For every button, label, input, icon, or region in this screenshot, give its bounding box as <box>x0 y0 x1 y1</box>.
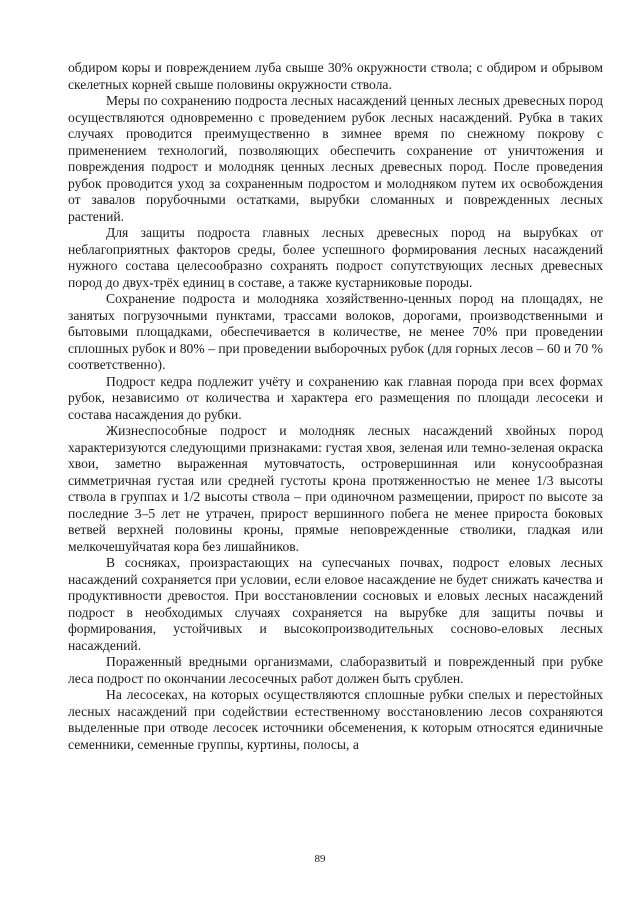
paragraph-1: обдиром коры и повреждением луба свыше 30% окружности ствола; с обдиром и обрывом скелетных корней свыше половины окружности ствола. <box>68 60 603 92</box>
paragraph-2: Меры по сохранению подроста лесных насаждений ценных лесных древесных пород осуществляются одновременно с проведением рубок лесных насаждений. Рубка в таких случаях проводится преимущественно в зимнее время по снежному покрову с применением технологий, позволяющих обеспечить сохранение от уничтожения и повреждения подрост и молодняк ценных лесных древесных пород. После проведения рубок проводится уход за сохраненным подростом и молодняком путем их освобождения от завалов порубочными остатками, вырубки сломанных и поврежденных лесных растений. <box>68 93 603 224</box>
page-number: 89 <box>314 853 326 865</box>
paragraph-6: Жизнеспособные подрост и молодняк лесных насаждений хвойных пород характеризуются следующими признаками: густая хвоя, зеленая или темно-зеленая окраска хвои, заметно выраженная мутовчатость, островершинная или конусообразная симметричная густая или средней густоты крона протяженностью не менее 1/3 высоты ствола в группах и 1/2 высоты ствола – при одиночном размещении, прирост по высоте за последние 3–5 лет не утрачен, прирост вершинного побега не менее прироста боковых ветвей верхней половины кроны, прямые неповрежденные стволики, гладкая или мелкочешуйчатая кора без лишайников. <box>68 423 603 554</box>
document-body <box>68 60 603 753</box>
paragraph-5: Подрост кедра подлежит учёту и сохранению как главная порода при всех формах рубок, независимо от количества и характера его размещения по площади лесосеки и состава насаждения до рубки. <box>68 373 603 422</box>
paragraph-9: На лесосеках, на которых осуществляются сплошные рубки спелых и перестойных лесных насаждений при содействии естественному восстановлению лесов сохраняются выделенные при отводе лесосек источники обсеменения, к которым относятся единичные семенники, семенные группы, куртины, полосы, а <box>68 687 603 752</box>
paragraph-3: Для защиты подроста главных лесных древесных пород на вырубках от неблагоприятных факторов среды, более успешного формирования лесных насаждений нужного состава целесообразно сохранять подрост сопутствующих лесных древесных пород до двух-трёх единиц в составе, а также кустарниковые породы. <box>68 225 603 290</box>
paragraph-7: В сосняках, произрастающих на супесчаных почвах, подрост еловых лесных насаждений сохраняется при условии, если еловое насаждение не будет снижать качества и продуктивности древостоя. При восстановлении сосновых и еловых лесных насаждений подрост в необходимых случаях сохраняется на вырубке для защиты почвы и формирования, устойчивых и высокопроизводительных сосново-еловых лесных насаждений. <box>68 555 603 653</box>
paragraph-8: Пораженный вредными организмами, слаборазвитый и поврежденный при рубке леса подрост по окончании лесосечных работ должен быть срублен. <box>68 654 603 686</box>
paragraph-4: Сохранение подроста и молодняка хозяйственно-ценных пород на площадях, не занятых погрузочными пунктами, трассами волоков, дорогами, производственными и бытовыми площадками, обеспечивается в количестве, не менее 70% при проведении сплошных рубок и 80% – при проведении выборочных рубок (для горных лесов – 60 и 70 % соответственно). <box>68 291 603 372</box>
